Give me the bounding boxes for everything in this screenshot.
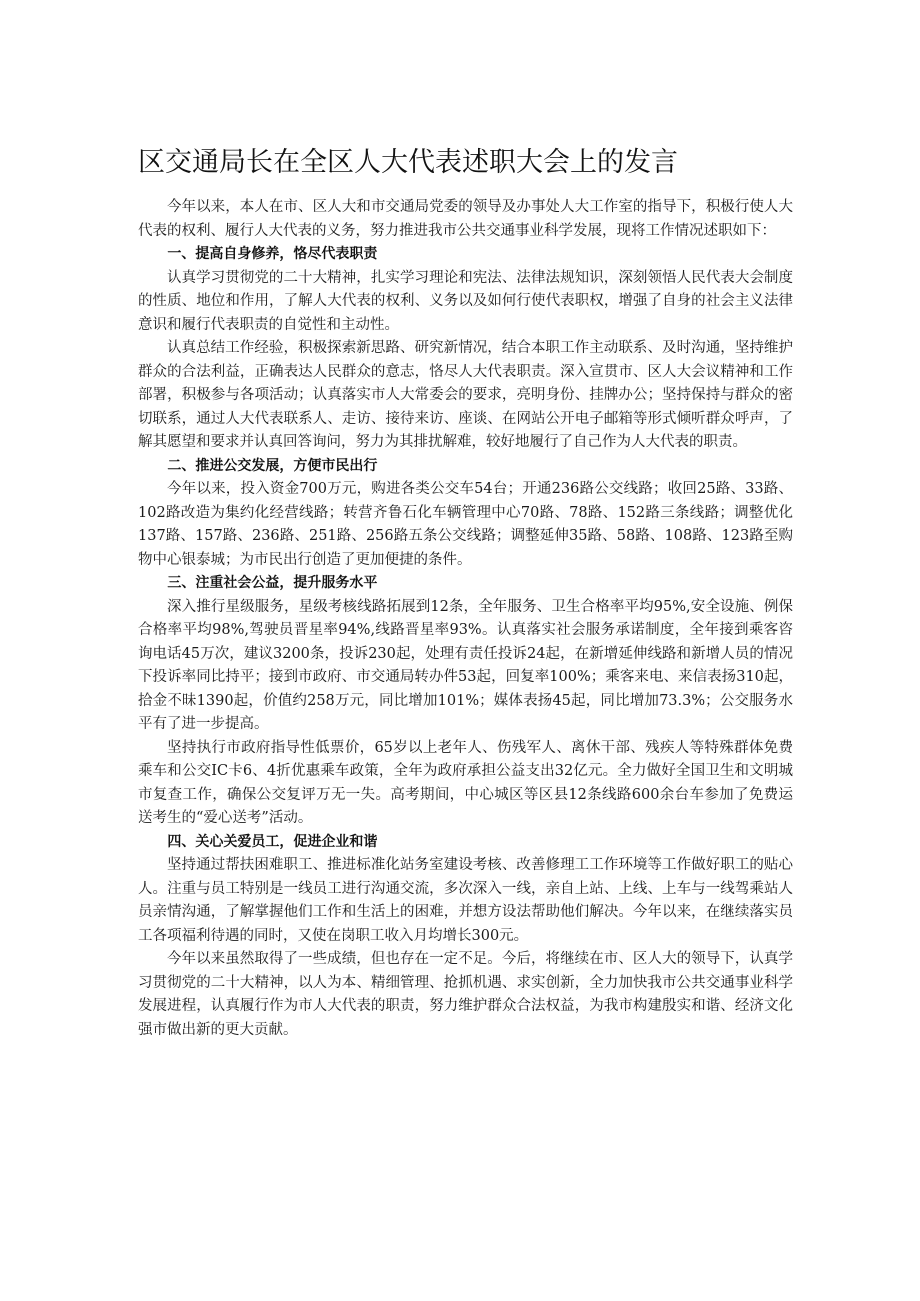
section-3-paragraph-1: 深入推行星级服务，星级考核线路拓展到12条，全年服务、卫生合格率平均95%,安全设施、例保合格率平均98%,驾驶员晋星率94%,线路晋星率93%。认真落实社会服务承诺制度，全年接到乘客咨询电话45万次，建议3200条，投诉230起，处理有责任投诉24起，在新增延伸线路和新增人员的情况下投诉率同比持平；接到市政府、市交通局转办件53起，回复率100%；乘客来电、来信表扬310起，拾金不昧1390起，价值约258万元，同比增加101%；媒体表扬45起，同比增加73.3%；公交服务水平有了进一步提高。 [138, 598, 793, 732]
section-1-paragraph-2: 认真总结工作经验，积极探索新思路、研究新情况，结合本职工作主动联系、及时沟通，坚持维护群众的合法利益，正确表达人民群众的意志，恪尽人大代表职责。深入宣贯市、区人大会议精神和工作部署，积极参与各项活动；认真落实市人大常委会的要求，亮明身份、挂牌办公；坚持保持与群众的密切联系，通过人大代表联系人、走访、接待来访、座谈、在网站公开电子邮箱等形式倾听群众呼声，了解其愿望和要求并认真回答询问，努力为其排扰解难，较好地履行了自己作为人大代表的职责。 [138, 340, 793, 450]
intro-paragraph: 今年以来，本人在市、区人大和市交通局党委的领导及办事处人大工作室的指导下，积极行使人大代表的权利、履行人大代表的义务，努力推进我市公共交通事业科学发展，现将工作情况述职如下： [138, 199, 793, 239]
section-2-paragraph-1: 今年以来，投入资金700万元，购进各类公交车54台；开通236路公交线路；收回25路、33路、102路改造为集约化经营线路；转营齐鲁石化车辆管理中心70路、78路、152路三条线路；调整优化137路、157路、236路、251路、256路五条公交线路；调整延伸35路、58路、108路、123路至购物中心银泰城；为市民出行创造了更加便捷的条件。 [138, 481, 793, 568]
section-1-paragraph-1: 认真学习贯彻党的二十大精神，扎实学习理论和宪法、法律法规知识，深刻领悟人民代表大会制度的性质、地位和作用，了解人大代表的权利、义务以及如何行使代表职权，增强了自身的社会主义法律意识和履行代表职责的自觉性和主动性。 [138, 269, 793, 333]
section-4-paragraph-1: 坚持通过帮扶困难职工、推进标准化站务室建设考核、改善修理工工作环境等工作做好职工的贴心人。注重与员工特别是一线员工进行沟通交流，多次深入一线，亲自上站、上线、上车与一线驾乘站人员亲情沟通，了解掌握他们工作和生活上的困难，并想方设法帮助他们解决。今年以来，在继续落实员工各项福利待遇的同时，又使在岗职工收入月均增长300元。 [138, 857, 793, 944]
section-3-heading: 三、注重社会公益，提升服务水平 [167, 575, 378, 591]
closing-paragraph: 今年以来虽然取得了一些成绩，但也存在一定不足。今后，将继续在市、区人大的领导下，认真学习贯彻党的二十大精神，以人为本、精细管理、抢抓机遇、求实创新，全力加快我市公共交通事业科学发展进程，认真履行作为市人大代表的职责，努力维护群众合法权益，为我市构建殷实和谐、经济文化强市做出新的更大贡献。 [138, 951, 793, 1038]
document-title: 区交通局长在全区人大代表述职大会上的发言 [138, 147, 678, 178]
document-body [138, 196, 793, 1042]
section-4-heading: 四、关心关爱员工，促进企业和谐 [167, 833, 378, 850]
section-3-paragraph-2: 坚持执行市政府指导性低票价，65岁以上老年人、伤残军人、离休干部、残疾人等特殊群体免费乘车和公交IC卡6、4折优惠乘车政策，全年为政府承担公益支出32亿元。全力做好全国卫生和文明城市复查工作，确保公交复评万无一失。高考期间，中心城区等区县12条线路600余台车参加了免费运送考生的“爱心送考”活动。 [138, 739, 793, 826]
section-1-heading: 一、提高自身修养，恪尽代表职责 [167, 246, 378, 262]
section-2-heading: 二、推进公交发展，方便市民出行 [167, 457, 378, 474]
